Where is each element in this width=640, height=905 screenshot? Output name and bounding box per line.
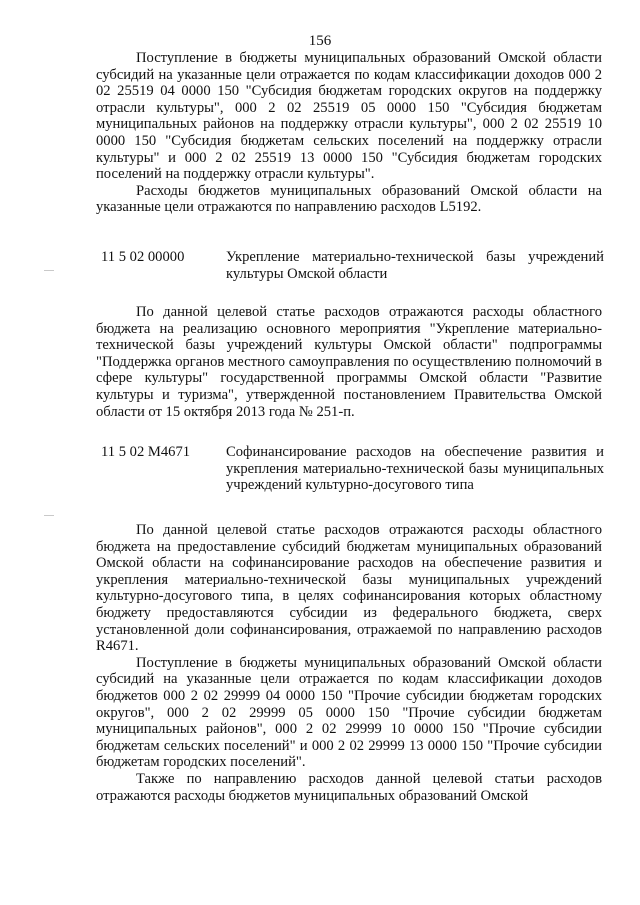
- section1-paragraph: По данной целевой статье расходов отражаются расходы областного бюджета на реализацию основного мероприятия "Укрепление материально-технической базы учреждений культуры Омской области" подпрограммы "Поддержка органов местного самоуправления по осуществлению полномочий в сфере культуры" государственной программы Омской области "Развитие культуры и туризма", утвержденной постановлением Правительства Омской области от 15 октября 2013 года № 251-п.: [96, 304, 602, 420]
- section2-body: [96, 522, 602, 804]
- scan-mark: [44, 515, 54, 516]
- intro-section: [96, 50, 602, 216]
- scan-mark: [44, 270, 54, 271]
- section2-code: 11 5 02 M4671: [101, 444, 191, 460]
- paragraph-income-codes: Поступление в бюджеты муниципальных образований Омской области субсидий на указанные цели отражается по кодам классификации доходов 000 2 02 25519 04 0000 150 "Субсидия бюджетам городских округов на поддержку отрасли культуры", 000 2 02 25519 05 0000 150 "Субсидия бюджетам муниципальных районов на поддержку отрасли культуры", 000 2 02 25519 10 0000 150 "Субсидия бюджетам сельских поселений на поддержку отрасли культуры" и 000 2 02 25519 13 0000 150 "Субсидия бюджетам городских поселений на поддержку отрасли культуры".: [96, 50, 602, 183]
- section2-paragraph-3: Также по направлению расходов данной целевой статьи расходов отражаются расходы бюджетов муниципальных образований Омской: [96, 770, 602, 804]
- section1-title: Укрепление материально-технической базы учреждений культуры Омской области: [226, 249, 604, 282]
- paragraph-expense-direction: Расходы бюджетов муниципальных образований Омской области на указанные цели отражаются по направлению расходов L5192.: [96, 182, 602, 216]
- section2-paragraph-1: По данной целевой статье расходов отражаются расходы областного бюджета на предоставление субсидий бюджетам муниципальных образований Омской области на софинансирование расходов на обеспечение развития и укрепления материально-технической базы муниципальных учреждений культурно-досугового типа, в целях софинансирования которых областному бюджету предоставляются субсидии из федерального бюджета, сверх установленной доли софинансирования, отражаемой по направлению расходов R4671.: [96, 522, 602, 655]
- section2-title: Софинансирование расходов на обеспечение развития и укрепления материально-технической базы муниципальных учреждений культурно-досугового типа: [226, 444, 604, 494]
- page-number: 156: [308, 33, 332, 49]
- section1-body: [96, 304, 602, 420]
- section2-paragraph-2: Поступление в бюджеты муниципальных образований Омской области субсидий на указанные цели отражается по кодам классификации доходов бюджетов 000 2 02 29999 04 0000 150 "Прочие субсидии бюджетам городских округов", 000 2 02 29999 05 0000 150 "Прочие субсидии бюджетам муниципальных районов", 000 2 02 29999 10 0000 150 "Прочие субсидии бюджетам сельских поселений" и 000 2 02 29999 13 0000 150 "Прочие субсидии бюджетам городских поселений".: [96, 654, 602, 771]
- section1-code: 11 5 02 00000: [101, 249, 185, 265]
